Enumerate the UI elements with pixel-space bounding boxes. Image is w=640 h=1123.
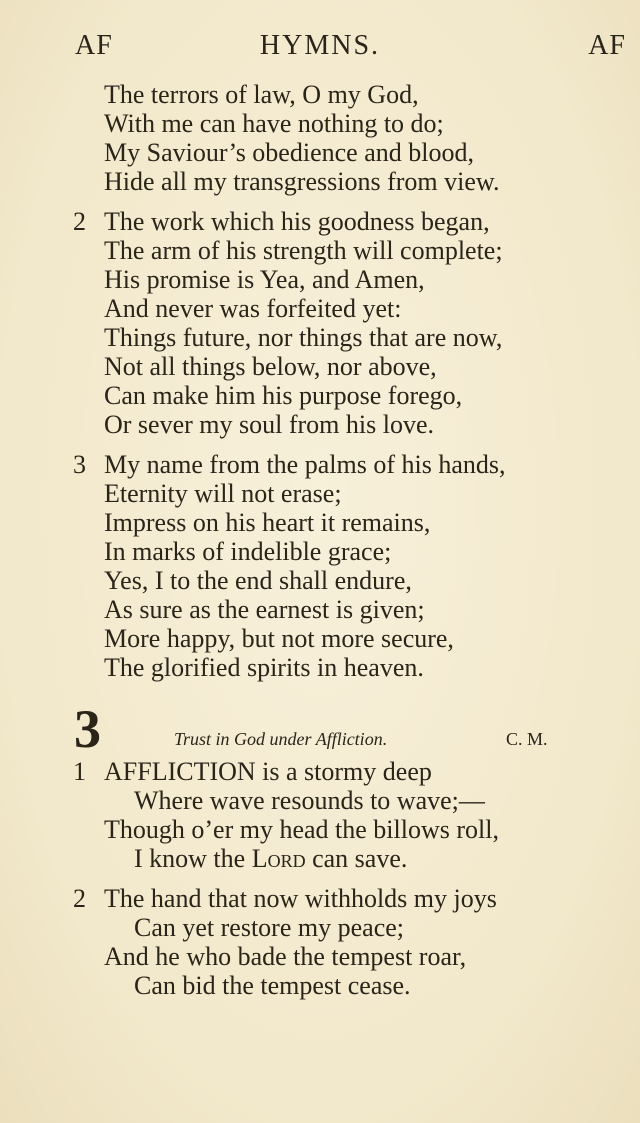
verse-line: The glorified spirits in heaven. <box>104 653 424 682</box>
page-header <box>0 30 640 70</box>
verse-number: 3 <box>73 450 86 479</box>
verse-line: Though o’er my head the billows roll, <box>104 815 499 844</box>
hymn-title: Trust in God under Affliction. <box>174 729 388 749</box>
verse-line: Can yet restore my peace; <box>134 913 404 942</box>
verse-line: The arm of his strength will complete; <box>104 236 503 265</box>
verse-line: More happy, but not more secure, <box>104 624 454 653</box>
hymn-meter: C. M. <box>506 729 548 749</box>
hymn-number: 3 <box>74 699 101 759</box>
verse-line: AFFLICTION is a stormy deep <box>104 757 432 786</box>
verse-line: The terrors of law, O my God, <box>104 80 419 109</box>
verse-number: 2 <box>73 207 86 236</box>
verse-line: Things future, nor things that are now, <box>104 323 503 352</box>
verse-line: Or sever my soul from his love. <box>104 410 435 439</box>
verse-number: 1 <box>73 757 86 786</box>
verse-line: And he who bade the tempest roar, <box>104 942 467 971</box>
verse-line: Not all things below, nor above, <box>104 352 437 381</box>
verse-line: As sure as the earnest is given; <box>104 595 425 624</box>
verse-line: Can bid the tempest cease. <box>134 971 411 1000</box>
verse-line: Yes, I to the end shall endure, <box>104 566 412 595</box>
verse-line: His promise is Yea, and Amen, <box>104 265 425 294</box>
verse-line: In marks of indelible grace; <box>104 537 392 566</box>
verse-line: Eternity will not erase; <box>104 479 342 508</box>
verse-line: The work which his goodness began, <box>104 207 490 236</box>
verse-line <box>134 844 407 873</box>
verse-line: And never was forfeited yet: <box>104 294 402 323</box>
verse-line-text: I know the <box>134 844 252 873</box>
verse-line: The hand that now withholds my joys <box>104 884 497 913</box>
verse-number: 2 <box>73 884 86 913</box>
lord-small-caps: Lord <box>251 844 306 873</box>
header-right-catchword: AF <box>588 30 626 61</box>
verse-line: Where wave resounds to wave;— <box>134 786 485 815</box>
header-left-catchword: AF <box>75 30 113 61</box>
verse-line: Impress on his heart it remains, <box>104 508 431 537</box>
verse-line: My Saviour’s obedience and blood, <box>104 138 474 167</box>
verse-line: Can make him his purpose forego, <box>104 381 463 410</box>
verse-line: My name from the palms of his hands, <box>104 450 506 479</box>
verse-line: Hide all my transgressions from view. <box>104 167 500 196</box>
verse-line-text: can save. <box>305 844 408 873</box>
header-title: HYMNS. <box>259 30 381 61</box>
verse-line: With me can have nothing to do; <box>104 109 444 138</box>
